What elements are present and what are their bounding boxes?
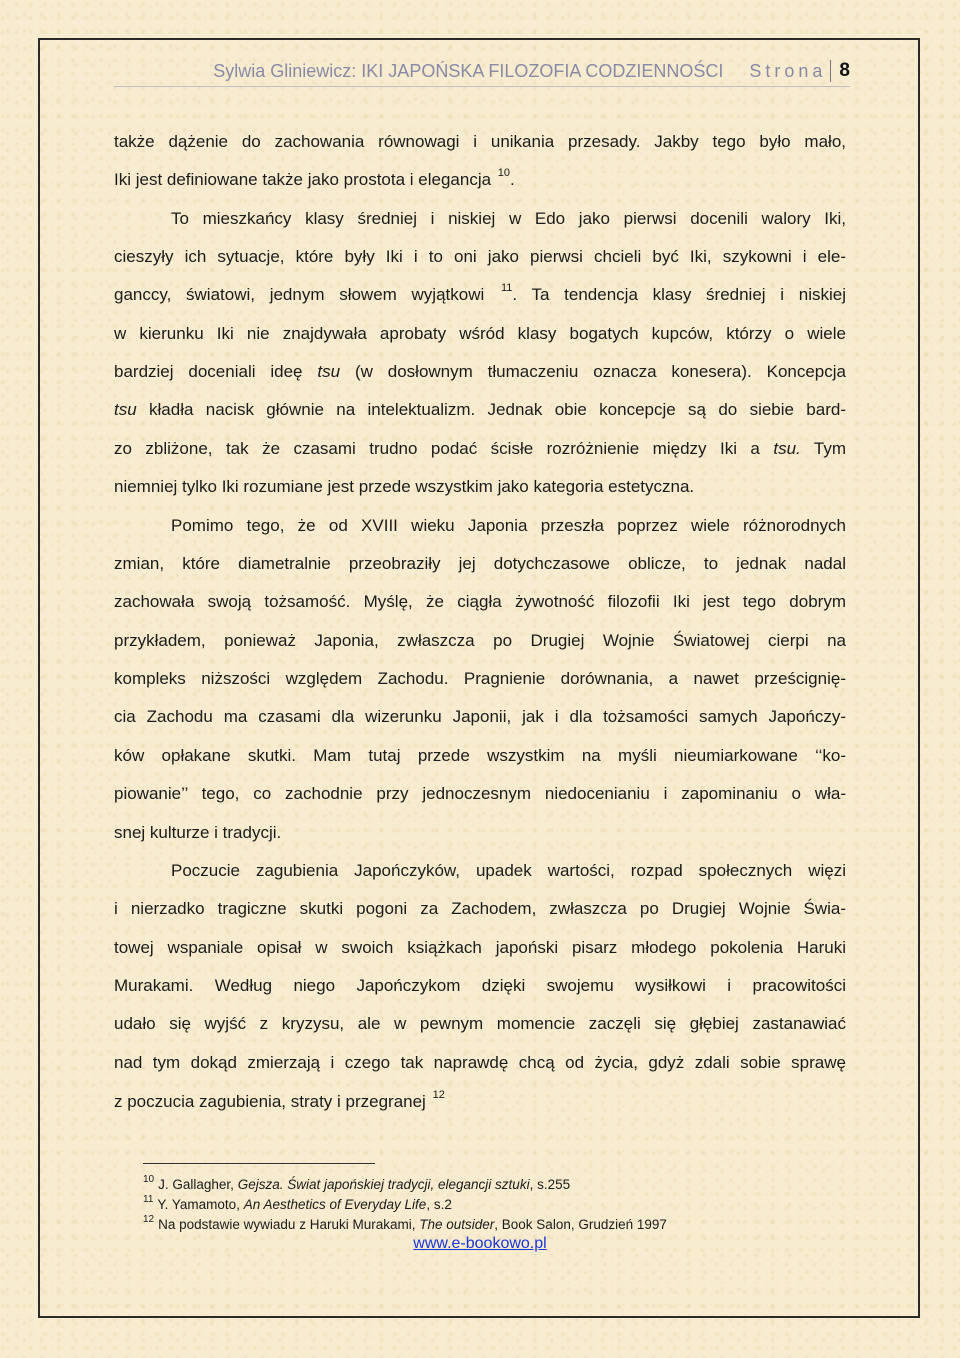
text-line: ków opłakane skutki. Mam tutaj przede wszystkim na myśli nieumiarkowane ‘‘ko- <box>114 746 846 765</box>
text-line: Iki jest definiowane także jako prostota i elegancja $^{10}$. <box>114 167 515 189</box>
page-number: 8 <box>839 60 850 81</box>
footnote-ref[interactable]: 11 <box>500 282 513 294</box>
text-line: snej kulturze i tradycji. <box>114 823 282 842</box>
footnote: $^{10}$ J. Gallagher, Gejsza. Świat japońskiej tradycji, elegancji sztuki, s.255 <box>143 1174 571 1192</box>
header-title: Sylwia Gliniewicz: IKI JAPOŃSKA FILOZOFIA CODZIENNOŚCI <box>213 60 724 81</box>
term-tsu: tsu. <box>773 439 801 458</box>
text-line: cieszyły ich sytuacje, które były Iki i to oni jako pierwsi chcieli być Iki, szykowni i ele- <box>114 247 846 266</box>
text-line: kompleks niższości względem Zachodu. Pragnienie dorównania, a nawet prześcignię- <box>114 669 846 688</box>
text-line: zmian, które diametralnie przeobraziły jej dotychczasowe oblicze, to jednak nadal <box>114 554 846 573</box>
text-line: tsu kładła nacisk głównie na intelektualizm. Jednak obie koncepcje są do siebie bard- <box>114 400 846 419</box>
text-line: przykładem, ponieważ Japonia, zwłaszcza po Drugiej Wojnie Światowej cierpi na <box>114 631 846 650</box>
text-line: zo zbliżone, tak że czasami trudno podać ścisłe rozróżnienie między Iki a tsu. Tym <box>114 439 846 458</box>
text-line: także dążenie do zachowania równowagi i unikania przesady. Jakby tego było mało, <box>114 132 846 151</box>
text-line: i nierzadko tragiczne skutki pogoni za Zachodem, zwłaszcza po Drugiej Wojnie Świa- <box>114 899 846 918</box>
header-separator <box>830 60 831 82</box>
footnote: $^{12}$ Na podstawie wywiadu z Haruki Murakami, The outsider, Book Salon, Grudzień 1997 <box>143 1214 667 1232</box>
term-tsu: tsu <box>317 362 341 381</box>
footnote-ref[interactable]: 12 <box>432 1089 445 1101</box>
header-page-label: Strona <box>749 60 827 81</box>
term-tsu: tsu <box>114 400 137 419</box>
text-line: Pomimo tego, że od XVIII wieku Japonia przeszła poprzez wiele różnorodnych <box>171 516 846 535</box>
text-line: nad tym dokąd zmierzają i czego tak naprawdę chcą od życia, gdyż zdali sobie sprawę <box>114 1053 846 1072</box>
text-line: To mieszkańcy klasy średniej i niskiej w Edo jako pierwsi docenili walory Iki, <box>171 209 846 228</box>
page-header <box>114 56 850 87</box>
website-link[interactable]: www.e-bookowo.pl <box>413 1235 547 1252</box>
text-line: piowanie’’ tego, co zachodnie przy jednoczesnym niedocenianiu i zapominaniu o wła- <box>114 784 846 803</box>
text-line: towej wspaniale opisał w swoich książkach japoński pisarz młodego pokolenia Haruki <box>114 938 846 957</box>
text-line: Murakami. Według niego Japończykom dzięki swojemu wysiłkowi i pracowitości <box>114 976 846 995</box>
text-line: ganccy, światowi, jednym słowem wyjątkowi $^{11}$. Ta tendencja klasy średniej i niskiej <box>114 282 846 304</box>
footnote-ref[interactable]: 10 <box>497 167 511 179</box>
footnote: $^{11}$ Y. Yamamoto, An Aesthetics of Everyday Life, s.2 <box>143 1194 452 1212</box>
footnote-rule <box>143 1163 375 1164</box>
text-line: w kierunku Iki nie znajdywała aprobaty wśród klasy bogatych kupców, którzy o wiele <box>114 324 846 343</box>
text-line: udało się wyjść z kryzysu, ale w pewnym momencie zaczęli się głębiej zastanawiać <box>114 1014 846 1033</box>
text-line: cia Zachodu ma czasami dla wizerunku Japonii, jak i dla tożsamości samych Japończy- <box>114 707 846 726</box>
text-line: bardziej doceniali ideę tsu (w dosłownym tłumaczeniu oznacza konesera). Koncepcja <box>114 362 846 381</box>
text-line: zachowała swoją tożsamość. Myślę, że ciągła żywotność filozofii Iki jest tego dobrym <box>114 592 846 611</box>
text-line: niemniej tylko Iki rozumiane jest przede wszystkim jako kategoria estetyczna. <box>114 477 695 496</box>
text-line: Poczucie zagubienia Japończyków, upadek wartości, rozpad społecznych więzi <box>171 861 846 880</box>
text-line: z poczucia zagubienia, straty i przegranej $^{12}$ <box>114 1089 445 1111</box>
